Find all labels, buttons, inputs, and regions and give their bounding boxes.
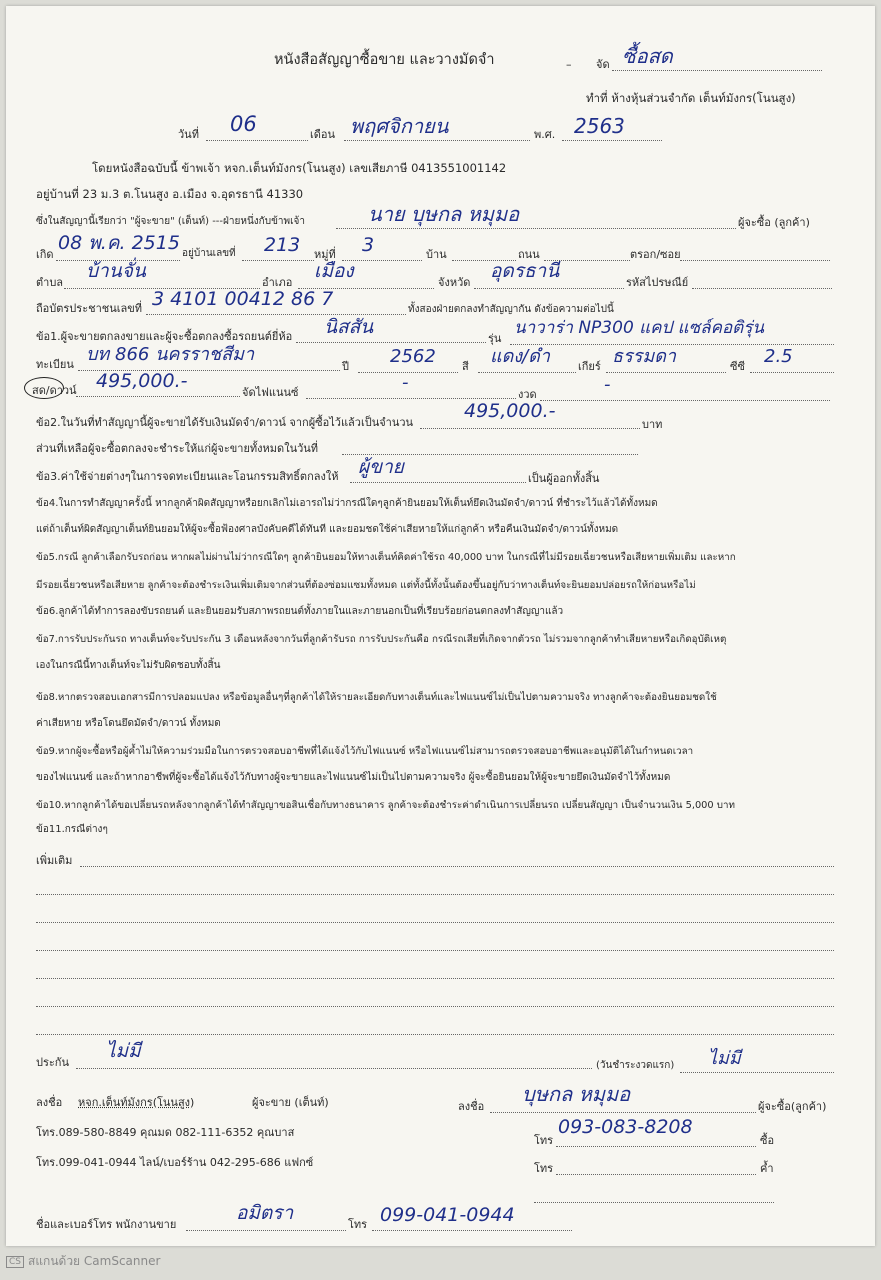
year-label: พ.ศ. (534, 128, 556, 141)
reg-label: ทะเบียน (36, 358, 74, 371)
guarantor-phone-line (556, 1174, 756, 1175)
day-line (206, 140, 308, 141)
amphoe-label: อำเภอ (262, 276, 293, 289)
installment-label: งวด (518, 388, 537, 401)
buyer-phone-label: โทร (534, 1134, 554, 1147)
camscanner-watermark (6, 1252, 160, 1271)
soi-line (680, 260, 830, 261)
clause8-line1: ข้อ8.หากตรวจสอบเอกสารมีการปลอมแปลง หรือข้อมูลอื่นๆที่ลูกค้าได้ให้รายละเอียดกับทางเต็นท์และไฟแนนซ์ไม่เป็นไปตามความจริง ทางลูกค้าจะต้องยินยอมชดใช้ (36, 692, 717, 703)
contract-page (6, 6, 875, 1246)
clause3-tail: เป็นผู้ออกทั้งสิ้น (528, 472, 600, 485)
amphoe-value: เมือง (314, 260, 354, 282)
extra-line-3 (36, 922, 834, 923)
seller-phone-1: โทร.089-580-8849 คุณมด 082-111-6352 คุณบาส (36, 1126, 295, 1139)
house-line (242, 260, 314, 261)
extra-label: เพิ่มเติม (36, 854, 73, 867)
extra-line-1 (80, 866, 834, 867)
clause9-line1: ข้อ9.หากผู้จะซื้อหรือผู้ค้ำไม่ให้ความร่วมมือในการตรวจสอบอาชีพที่ได้แจ้งไว้กับไฟแนนซ์ หรือไฟแนนซ์ไม่สามารถตรวจสอบอาชีพและอนุมัติได้ในกำหนดเวลา (36, 746, 694, 757)
installment-line (540, 400, 830, 401)
type-line (612, 70, 822, 71)
contract-place: ทำที่ ห้างหุ้นส่วนจำกัด เต็นท์มังกร(โนนสูง) (586, 91, 796, 105)
type-value: ซื้อสด (622, 44, 673, 68)
buyer-sign-line (490, 1112, 756, 1113)
moo-label: หมู่ที่ (314, 248, 336, 261)
clause2b-text: ส่วนที่เหลือผู้จะซื้อตกลงจะชำระให้แก่ผู้จะขายทั้งหมดในวันที่ (36, 442, 319, 455)
intro-line1: โดยหนังสือฉบับนี้ ข้าพเจ้า หจก.เต็นท์มังกร(โนนสูง) เลขเสียภาษี 0413551001142 (92, 161, 507, 175)
seller-phone-2: โทร.099-041-0944 ไลน์/เบอร์ร้าน 042-295-686 แฟกซ์ (36, 1156, 314, 1169)
guarantor-phone-label: โทร (534, 1162, 554, 1175)
installment-value: - (604, 374, 611, 395)
first-payment-value: ไม่มี (708, 1048, 741, 1069)
guarantor-tag: ค้ำ (760, 1162, 774, 1175)
month-value: พฤศจิกายน (350, 114, 449, 138)
tambon-value: บ้านจั่น (86, 260, 146, 282)
house-label: อยู่บ้านเลขที่ (182, 248, 236, 259)
birth-value: 08 พ.ค. 2515 (58, 232, 180, 254)
buyer-role: ผู้จะซื้อ (ลูกค้า) (738, 216, 810, 229)
buyer-name-line (336, 228, 736, 229)
seller-sign-label: ลงชื่อ (36, 1096, 63, 1109)
id-line (146, 314, 406, 315)
document-title: หนังสือสัญญาซื้อขาย และวางมัดจำ (274, 52, 495, 68)
type-dash: – (566, 58, 572, 71)
staff-phone: 099-041-0944 (380, 1204, 515, 1226)
car-color: แดง/ดำ (490, 346, 550, 367)
warranty-label: ประกัน (36, 1056, 69, 1069)
gear-line (606, 372, 726, 373)
tambon-label: ตำบล (36, 276, 64, 289)
camscanner-icon: CS (6, 1256, 24, 1268)
buyer-phone: 093-083-8208 (558, 1116, 693, 1138)
staff-phone-line (372, 1230, 572, 1231)
day-label: วันที่ (178, 128, 199, 141)
postcode-line (692, 288, 832, 289)
extra-line-4 (36, 950, 834, 951)
buyer-sign-role: ผู้จะซื้อ(ลูกค้า) (758, 1100, 827, 1113)
price-label: สด/ดาวน์ (32, 384, 77, 397)
buyer-name: นาย บุษกล หมุมอ (368, 202, 520, 226)
postcode-label: รหัสไปรษณีย์ (626, 276, 689, 289)
clause6-text: ข้อ6.ลูกค้าได้ทำการลองขับรถยนต์ และยินยอมรับสภาพรถยนต์ทั้งภายในและภายนอกเป็นที่เรียบร้อยก่อนตกลงทำสัญญาแล้ว (36, 606, 564, 617)
clause7-line2: เองในกรณีนี้ทางเต็นท์จะไม่รับผิดชอบทั้งสิ้น (36, 660, 221, 671)
color-line (478, 372, 576, 373)
car-reg: บท 866 นครราชสีมา (86, 344, 255, 365)
gear-label: เกียร์ (578, 360, 601, 373)
remaining-date-line (342, 454, 638, 455)
clause10-text: ข้อ10.หากลูกค้าได้ขอเปลี่ยนรถหลังจากลูกค้าได้ทำสัญญาขอสินเชื่อกับทางธนาคาร ลูกค้าจะต้องชำระค่าดำเนินการเปลี่ยนรถ เปลี่ยนสัญญา เป็นจำนวนเงิน 5,000 บาท (36, 800, 735, 811)
type-label: จัด (596, 58, 610, 71)
warranty-value: ไม่มี (106, 1040, 141, 1062)
month-label: เดือน (310, 128, 336, 141)
moo-value: 3 (362, 234, 375, 256)
cc-label: ซีซี (730, 360, 745, 373)
finance-line (306, 398, 516, 399)
clause8-line2: ค่าเสียหาย หรือโดนยึดมัดจำ/ดาวน์ ทั้งหมด (36, 718, 221, 729)
intro-line3: ซึ่งในสัญญานี้เรียกว่า "ผู้จะขาย" (เต็นท์) ---ฝ่ายหนึ่งกับข้าพเจ้า (36, 216, 306, 227)
warranty-line (76, 1068, 592, 1069)
price-line (76, 396, 240, 397)
buyer-phone-line (556, 1146, 756, 1147)
guarantor-extra-line (534, 1202, 774, 1203)
moo-line (342, 260, 422, 261)
year-value: 2563 (574, 114, 625, 138)
seller-role: ผู้จะขาย (เต็นท์) (252, 1096, 329, 1109)
extra-line-2 (36, 894, 834, 895)
extra-line-7 (36, 1034, 834, 1035)
staff-name: อมิตรา (236, 1202, 294, 1224)
car-cc: 2.5 (764, 346, 793, 367)
month-line (344, 140, 530, 141)
price-value: 495,000.- (96, 370, 188, 392)
intro-line2: อยู่บ้านที่ 23 ม.3 ต.โนนสูง อ.เมือง จ.อุดรธานี 41330 (36, 187, 304, 201)
deposit-line (420, 428, 640, 429)
soi-label: ตรอก/ซอย (630, 248, 681, 261)
village-label: บ้าน (426, 248, 447, 261)
car-gear: ธรรมดา (612, 346, 676, 367)
clause4-line2: แต่ถ้าเต็นท์ผิดสัญญาเต็นท์ยินยอมให้ผู้จะซื้อฟ้องศาลบังคับคดีได้ทันที และยอมชดใช้ค่าเสียหายให้แก่ลูกค้า หรือคืนเงินมัดจำ/ดาวน์ทั้งหมด (36, 524, 619, 535)
car-model: นาวาร่า NP300 แคป แซล์คอติรุ่น (514, 318, 764, 338)
house-value: 213 (264, 234, 301, 256)
year-line (562, 140, 662, 141)
clause9-line2: ของไฟแนนซ์ และถ้าหากอาชีพที่ผู้จะซื้อได้แจ้งไว้กับทางผู้จะขายและไฟแนนซ์ไม่เป็นไปตามความจริง ผู้จะซื้อยินยอมให้ผู้จะขายยึดเงินมัดจำไว้ทั้งหมด (36, 772, 671, 783)
car-brand: นิสสัน (324, 316, 374, 338)
province-label: จังหวัด (438, 276, 471, 289)
finance-label: จัดไฟแนนซ์ (242, 386, 299, 399)
staff-phone-label: โทร (348, 1218, 368, 1231)
first-payment-line (680, 1072, 834, 1073)
clause5-line2: มีรอยเฉี่ยวชนหรือเสียหาย ลูกค้าจะต้องชำระเงินเพิ่มเติมจากส่วนที่ต้องซ่อมแซมทั้งหมด แต่ทั้งนี้ทั้งนั้นต้องขึ้นอยู่กับว่าทางเต็นท์จะยินยอมปล่อยรถให้ก่อนหรือไม่ (36, 580, 696, 591)
clause4-line1: ข้อ4.ในการทำสัญญาครั้งนี้ หากลูกค้าผิดสัญญาหรือยกเลิกไม่เอารถไม่ว่ากรณีใดๆลูกค้ายินยอมให้เต็นท์ยึดเงินมัดจำ/ดาวน์ ที่ชำระไว้แล้วได้ทั้งหมด (36, 498, 658, 509)
deposit-unit: บาท (642, 418, 663, 431)
finance-value: - (402, 372, 409, 393)
transfer-party-line (350, 482, 526, 483)
id-value: 3 4101 00412 86 7 (152, 288, 334, 310)
seller-name: หจก.เต็นท์มังกร(โนนสูง) (78, 1096, 195, 1109)
clause11-text: ข้อ11.กรณีต่างๆ (36, 824, 108, 835)
province-line (474, 288, 624, 289)
clause2-text: ข้อ2.ในวันที่ทำสัญญานี้ผู้จะขายได้รับเงินมัดจำ/ดาวน์ จากผู้ซื้อไว้แล้วเป็นจำนวน (36, 416, 414, 429)
model-label: รุ่น (488, 332, 502, 345)
province-value: อุดรธานี (490, 260, 560, 282)
day-value: 06 (230, 112, 257, 136)
clause5-line1: ข้อ5.กรณี ลูกค้าเลือกรับรถก่อน หากผลไม่ผ่านไม่ว่ากรณีใดๆ ลูกค้ายินยอมให้ทางเต็นท์คิดค่าใช้รถ 40,000 บาท ในกรณีที่ไม่มีรอยเฉี่ยวชนหรือเสียหายเพิ่มเติม และหาก (36, 552, 736, 563)
buyer-signature: บุษกล หมุมอ (522, 1082, 631, 1106)
birth-label: เกิด (36, 248, 54, 261)
color-label: สี (462, 360, 469, 373)
clause7-line1: ข้อ7.การรับประกันรถ ทางเต็นท์จะรับประกัน 3 เดือนหลังจากวันที่ลูกค้ารับรถ การรับประกันคือ กรณีรถเสียที่เกิดจากตัวรถ ไม่รวมจากลูกค้าทำเสียหายหรือเกิดอุบัติเหตุ (36, 634, 727, 645)
model-line (510, 344, 834, 345)
brand-line (296, 342, 486, 343)
extra-line-5 (36, 978, 834, 979)
buyer-sign-label: ลงชื่อ (458, 1100, 485, 1113)
transfer-party: ผู้ขาย (358, 456, 404, 478)
camscanner-text: สแกนด้วย CamScanner (28, 1254, 161, 1268)
agree-text: ทั้งสองฝ่ายตกลงทำสัญญากัน ดังข้อความต่อไปนี้ (408, 304, 614, 315)
staff-label: ชื่อและเบอร์โทร พนักงานขาย (36, 1218, 177, 1231)
extra-line-6 (36, 1006, 834, 1007)
first-payment-label: (วันชำระงวดแรก) (596, 1060, 675, 1071)
deposit-amount: 495,000.- (464, 400, 556, 422)
car-year-label: ปี (342, 360, 349, 373)
clause3-text: ข้อ3.ค่าใช้จ่ายต่างๆในการจดทะเบียนและโอนกรรมสิทธิ์ตกลงให้ (36, 470, 339, 483)
id-label: ถือบัตรประชาชนเลขที่ (36, 302, 142, 315)
buyer-phone-tag: ซื้อ (760, 1134, 775, 1147)
staff-name-line (186, 1230, 346, 1231)
road-label: ถนน (518, 248, 540, 261)
car-year: 2562 (390, 346, 436, 367)
clause1-text: ข้อ1.ผู้จะขายตกลงขายและผู้จะซื้อตกลงซื้อรถยนต์ยี่ห้อ (36, 330, 293, 343)
cc-line (750, 372, 834, 373)
